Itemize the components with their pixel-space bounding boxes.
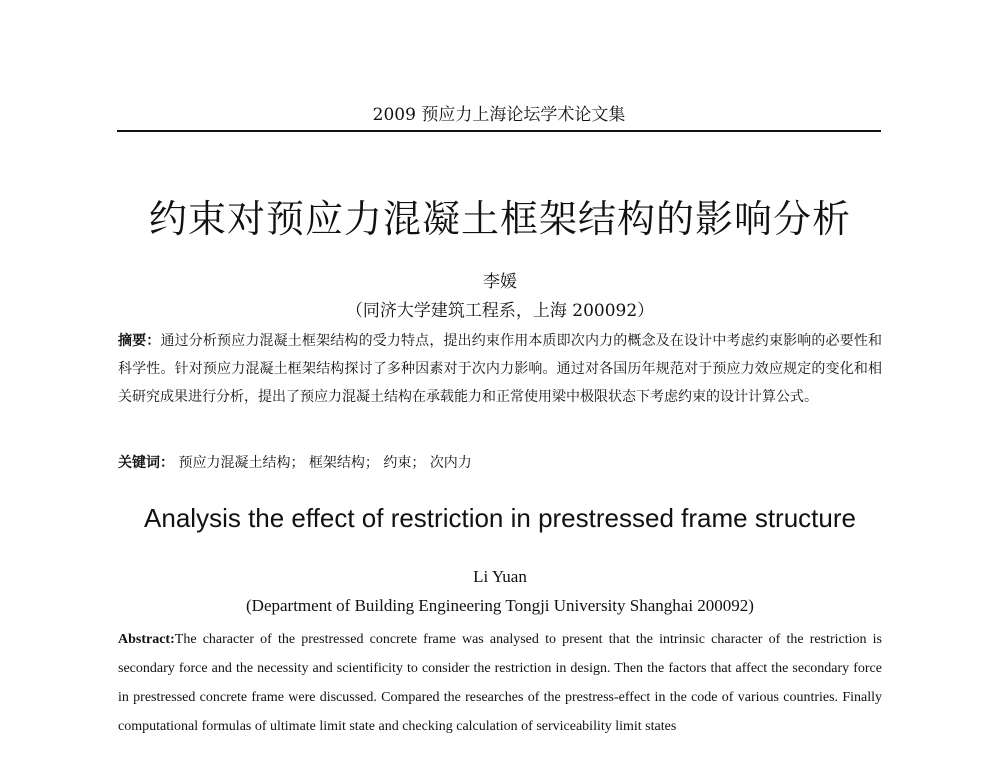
abstract-text-english: The character of the prestressed concrete frame was analysed to present that the intrinsic character of the restriction is secondary force and the necessity and scientificity to consider the restriction in design. Then the factors that affect the secondary force in prestressed concrete frame were discussed. Compared the researches of the prestress-effect in the code of various countries. Finally computational formulas of ultimate limit state and checking calculation of serviceability limit states	[118, 632, 882, 734]
paper-title-english: Analysis the effect of restriction in prestressed frame structure	[144, 503, 856, 533]
affiliation-english: (Department of Building Engineering Tongji University Shanghai 200092)	[246, 596, 754, 615]
keyword-item: ； 约束	[365, 455, 411, 471]
abstract-label-chinese: 摘要：	[118, 333, 161, 349]
affiliation-chinese: （同济大学建筑工程系，上海 200092）	[345, 301, 655, 321]
abstract-chinese	[118, 327, 882, 411]
keyword-item: ； 框架结构	[290, 455, 364, 471]
keyword-item: ； 次内力	[411, 455, 471, 471]
abstract-label-english: Abstract:	[118, 632, 175, 647]
author-english: Li Yuan	[473, 567, 527, 586]
paper-title-chinese: 约束对预应力混凝土框架结构的影响分析	[148, 197, 851, 241]
keywords-label-chinese: 关键词：	[118, 455, 174, 471]
author-chinese: 李媛	[483, 272, 517, 292]
keywords-chinese	[118, 449, 882, 477]
abstract-english	[118, 625, 882, 741]
running-header: 2009 预应力上海论坛学术论文集	[117, 100, 881, 132]
abstract-text-chinese: 通过分析预应力混凝土框架结构的受力特点，提出约束作用本质即次内力的概念及在设计中考虑约束影响的必要性和科学性。针对预应力混凝土框架结构探讨了多种因素对于次内力影响。通过对各国历年规范对于预应力效应规定的变化和相关研究成果进行分析，提出了预应力混凝土结构在承载能力和正常使用梁中极限状态下考虑约束的设计计算公式。	[118, 333, 882, 405]
keyword-item: 预应力混凝土结构	[178, 455, 291, 471]
